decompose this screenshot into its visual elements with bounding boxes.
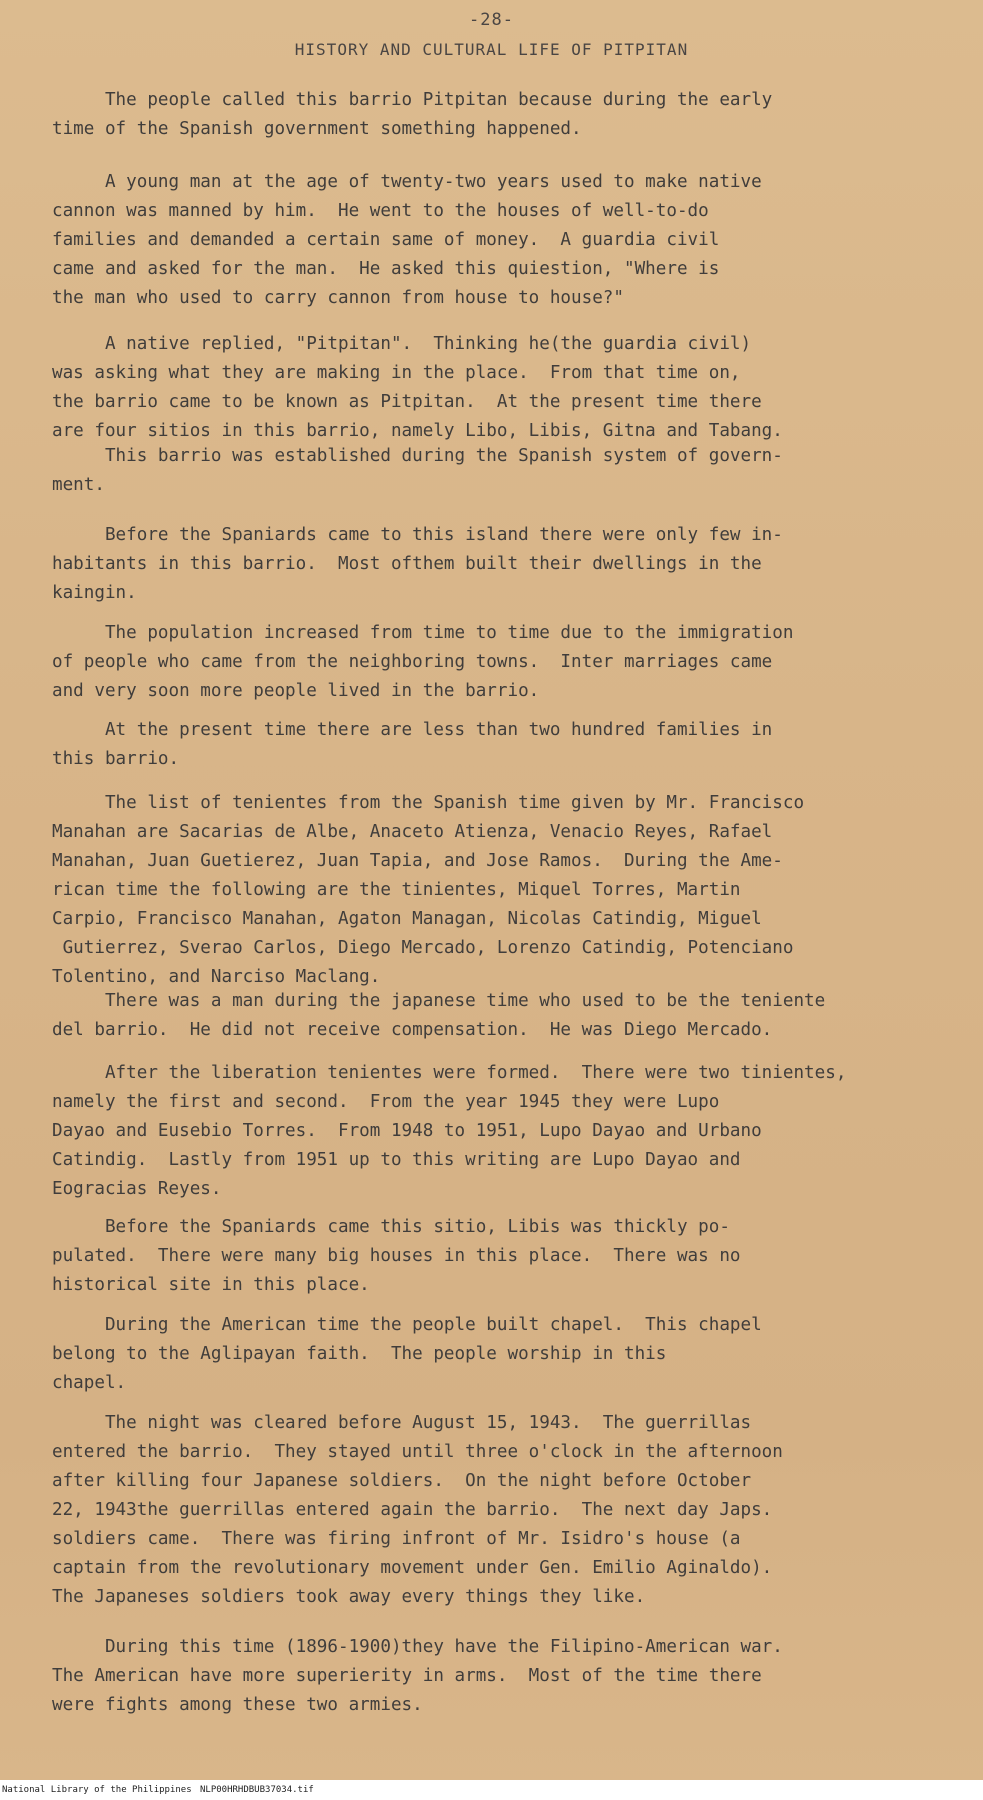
paragraph-guerrillas: The night was cleared before August 15, 1943. The guerrillas entered the barrio. They stayed until three o'clock in the afternoon after killing four Japanese soldiers. On the night before October 22, 1943the guerrillas entered again the barrio. The next day Japs. soldiers came. There was firing infront of Mr. Isidro's house (a captain from the revolutionary movement under Gen. Emilio Aginaldo). The Japaneses soldiers took away every things they like. xyxy=(52,1413,783,1607)
paragraph-established: This barrio was established during the Spanish system of govern- ment. xyxy=(52,446,783,495)
paragraph-inhabitants: Before the Spaniards came to this island there were only few in- habitants in this barrio. Most ofthem built their dwellings in the kaingin. xyxy=(52,525,783,603)
paragraph-filipino-american-war: During this time (1896-1900)they have the Filipino-American war. The American have more superierity in arms. Most of the time there were fights among these two armies. xyxy=(52,1637,783,1715)
page-title: HISTORY AND CULTURAL LIFE OF PITPITAN xyxy=(294,40,689,59)
scan-footer xyxy=(0,1780,983,1800)
paragraph-libis: Before the Spaniards came this sitio, Libis was thickly po- pulated. There were many big houses in this place. There was no historical site in this place. xyxy=(52,1217,741,1295)
paragraph-chapel: During the American time the people built chapel. This chapel belong to the Aglipayan faith. The people worship in this chapel. xyxy=(52,1315,762,1393)
paragraph-origin: The people called this barrio Pitpitan because during the early time of the Spanish government something happened. xyxy=(52,90,773,139)
library-credit: National Library of the Philippines xyxy=(2,1785,192,1795)
paragraph-liberation: After the liberation tenientes were formed. There were two tinientes, namely the first and second. From the year 1945 they were Lupo Dayao and Eusebio Torres. From 1948 to 1951, Lupo Dayao and Urbano Catindig. Lastly from 1951 up to this writing are Lupo Dayao and Eogracias Reyes. xyxy=(52,1063,847,1199)
paragraph-population: The population increased from time to time due to the immigration of people who came from the neighboring towns. Inter marriages came and very soon more people lived in the barrio. xyxy=(52,623,794,701)
scan-filename: NLP00HRHDBUB37034.tif xyxy=(200,1785,314,1795)
paragraph-young-man: A young man at the age of twenty-two years used to make native cannon was manned by him. He went to the houses of well-to-do families and demanded a certain same of money. A guardia civil came and asked for the man. He asked this quiestion, "Where is the man who used to carry cannon from house to house?" xyxy=(52,172,762,308)
paragraph-native-reply: A native replied, "Pitpitan". Thinking he(the guardia civil) was asking what they are making in the place. From that time on, the barrio came to be known as Pitpitan. At the present time there are four sitios in this barrio, namely Libo, Libis, Gitna and Tabang. xyxy=(52,334,783,441)
page-number: -28- xyxy=(469,10,514,30)
paragraph-japanese-teniente: There was a man during the japanese time who used to be the teniente del barrio. He did not receive compensation. He was Diego Mercado. xyxy=(52,991,826,1040)
paragraph-families: At the present time there are less than two hundred families in this barrio. xyxy=(52,720,773,769)
paragraph-tenientes-list: The list of tenientes from the Spanish time given by Mr. Francisco Manahan are Sacarias de Albe, Anaceto Atienza, Venacio Reyes, Rafael Manahan, Juan Guetierez, Juan Tapia, and Jose Ramos. During the Ame- rican time the following are the tinientes, Miquel Torres, Martin Carpio, Francisco Manahan, Agaton Managan, Nicolas Catindig, Miguel Gutierrez, Sverao Carlos, Diego Mercado, Lorenzo Catindig, Potenciano Tolentino, and Narciso Maclang. xyxy=(52,793,805,987)
